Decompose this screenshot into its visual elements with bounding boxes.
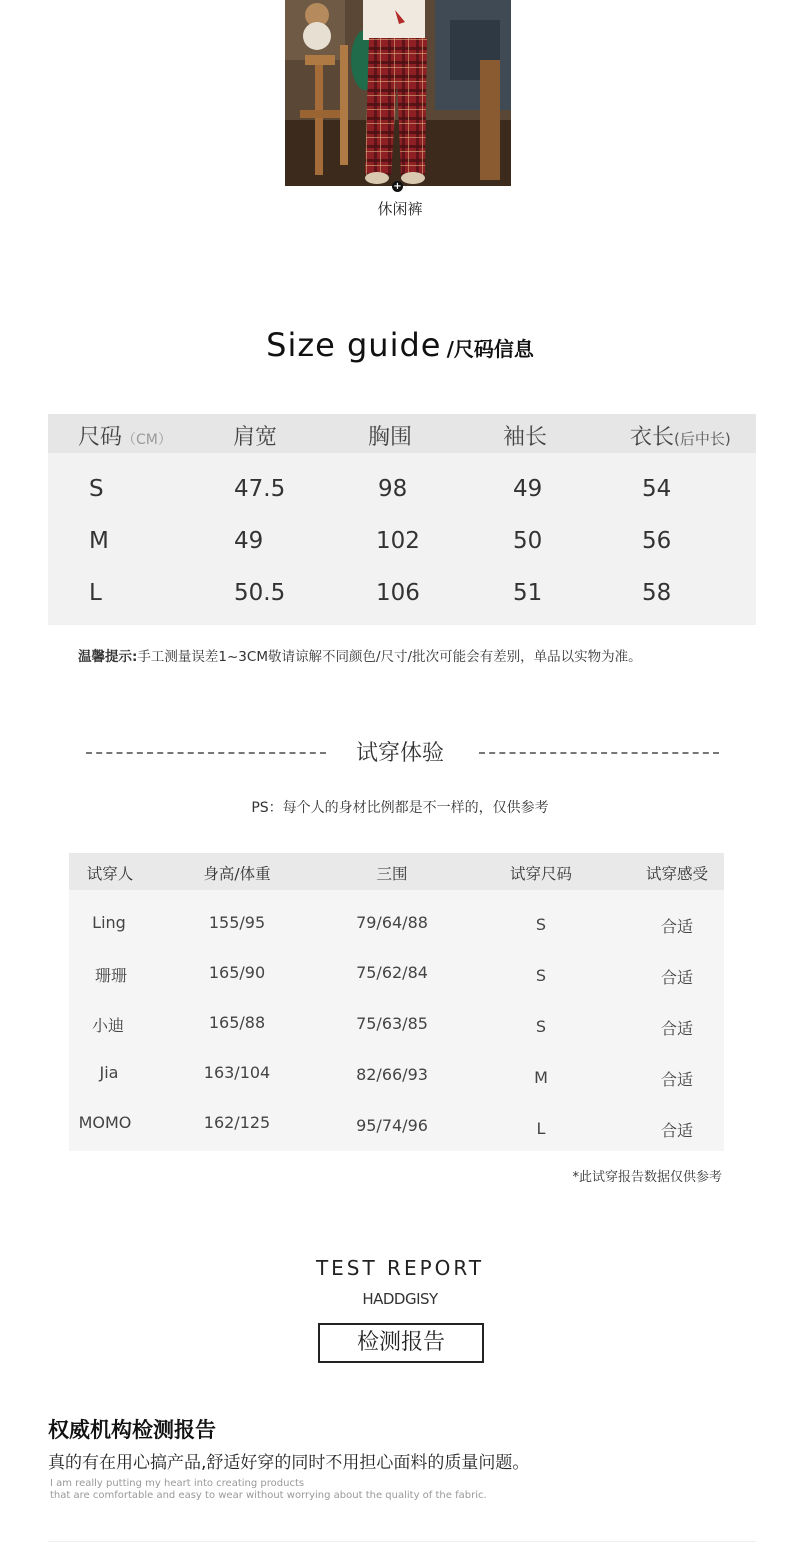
header-person: 试穿人 (86, 865, 134, 883)
feeling-cell: 合适 (660, 917, 694, 936)
height-weight-cell: 165/88 (208, 1013, 266, 1032)
size-cell: L (89, 580, 102, 606)
header-length-label: 衣长 (630, 425, 675, 450)
shoulder-cell: 49 (234, 528, 264, 554)
size-tip (78, 645, 642, 665)
length-cell: 58 (642, 580, 672, 606)
header-sleeve: 袖长 (503, 425, 548, 450)
person-cell: 小迪 (91, 1016, 125, 1035)
height-weight-cell: 162/125 (203, 1113, 271, 1132)
try-on-title: 试穿体验 (355, 741, 444, 766)
try-on-table-header (69, 853, 724, 890)
header-unit: （CM） (122, 432, 172, 448)
measurements-cell: 75/62/84 (356, 963, 428, 982)
try-size-cell: S (535, 966, 547, 985)
size-guide-title-cn: /尺码信息 (446, 337, 534, 361)
sleeve-cell: 49 (513, 476, 543, 502)
feeling-cell: 合适 (660, 968, 694, 987)
size-tip-label: 温馨提示: (78, 649, 138, 665)
size-table-header (48, 414, 756, 453)
try-on-footnote: *此试穿报告数据仅供参考 (572, 1170, 722, 1185)
height-weight-cell: 165/90 (208, 963, 266, 982)
height-weight-cell: 155/95 (208, 913, 266, 932)
length-cell: 54 (642, 476, 672, 502)
header-size (78, 420, 172, 451)
sleeve-cell: 50 (513, 528, 543, 554)
plus-icon[interactable]: + (393, 181, 402, 192)
feeling-cell: 合适 (660, 1019, 694, 1038)
shoulder-cell: 50.5 (234, 580, 286, 606)
try-size-cell: L (536, 1119, 546, 1138)
feeling-cell: 合适 (660, 1121, 694, 1140)
product-photo (285, 0, 511, 186)
measurements-cell: 95/74/96 (356, 1116, 428, 1135)
height-weight-cell: 163/104 (203, 1063, 271, 1082)
person-cell: MOMO (78, 1113, 132, 1132)
chest-cell: 98 (378, 476, 408, 502)
person-cell: Ling (92, 913, 126, 932)
header-length (630, 420, 731, 451)
measurements-cell: 75/63/85 (356, 1014, 428, 1033)
shoulder-cell: 47.5 (234, 476, 286, 502)
size-cell: M (89, 528, 109, 554)
sleeve-cell: 51 (513, 580, 543, 606)
header-shoulder: 肩宽 (233, 425, 278, 450)
try-size-cell: S (535, 915, 547, 934)
header-height-weight: 身高/体重 (203, 865, 271, 883)
try-on-table (69, 853, 724, 1151)
bottom-divider (48, 1541, 756, 1542)
auth-report-english-line2: that are comfortable and easy to wear without worrying about the quality of the fabric. (50, 1490, 487, 1501)
size-cell: S (89, 476, 104, 502)
divider-right (479, 752, 719, 754)
length-cell: 56 (642, 528, 672, 554)
person-cell: 珊珊 (94, 966, 128, 985)
try-on-note: PS：每个人的身材比例都是不一样的，仅供参考 (251, 800, 549, 816)
chest-cell: 106 (376, 580, 420, 606)
header-feeling: 试穿感受 (645, 865, 709, 883)
size-guide-title (0, 326, 800, 364)
size-tip-text: 手工测量误差1~3CM敬请谅解不同颜色/尺寸/批次可能会有差别，单品以实物为准。 (137, 649, 642, 665)
try-size-cell: S (535, 1017, 547, 1036)
test-report-box: 检测报告 (318, 1323, 484, 1363)
auth-report-subtitle: 真的有在用心搞产品,舒适好穿的同时不用担心面料的质量问题。 (48, 1453, 530, 1473)
size-guide-title-en: Size guide (266, 326, 442, 364)
auth-report-title: 权威机构检测报告 (48, 1418, 216, 1442)
auth-report-english-line1: I am really putting my heart into creating products (50, 1478, 305, 1489)
try-size-cell: M (534, 1068, 548, 1087)
brand-name: HADDGISY (362, 1290, 438, 1308)
chest-cell: 102 (376, 528, 420, 554)
header-length-note: (后中长) (674, 430, 731, 448)
header-size-label: 尺码 (78, 425, 123, 450)
header-try-size: 试穿尺码 (509, 865, 573, 883)
test-report-title: TEST REPORT (315, 1256, 485, 1280)
auth-report-english (50, 1478, 487, 1502)
measurements-cell: 82/66/93 (356, 1065, 428, 1084)
feeling-cell: 合适 (660, 1070, 694, 1089)
measurements-cell: 79/64/88 (356, 913, 428, 932)
product-caption: 休闲裤 (377, 200, 423, 218)
header-chest: 胸围 (368, 425, 413, 450)
header-measurements: 三围 (376, 865, 408, 883)
size-table (48, 414, 756, 625)
person-cell: Jia (99, 1063, 119, 1082)
